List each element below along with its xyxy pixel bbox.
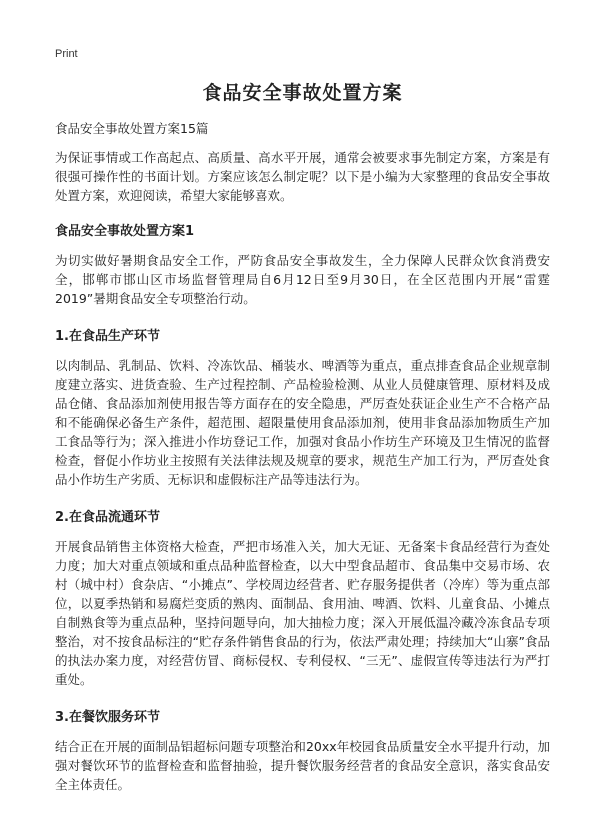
- document-content: [55, 78, 550, 794]
- item-heading-production: 1.在食品生产环节: [55, 329, 160, 344]
- section-heading: 食品安全事故处置方案1: [55, 224, 195, 239]
- page-title: 食品安全事故处置方案: [202, 82, 403, 104]
- document-subtitle: 食品安全事故处置方案15篇: [55, 121, 209, 136]
- item-heading-catering: 3.在餐饮服务环节: [55, 710, 160, 725]
- section-lead-paragraph: 为切实做好暑期食品安全工作，严防食品安全事故发生，全力保障人民群众饮食消费安全，邯郸市邯山区市场监督管理局自6月12日至9月30日，在全区范围内开展“雷霆2019”暑期食品安全专项整治行动。: [55, 253, 550, 306]
- print-link[interactable]: Print: [55, 48, 78, 60]
- item-heading-circulation: 2.在食品流通环节: [55, 510, 160, 525]
- intro-paragraph: 为保证事情或工作高起点、高质量、高水平开展，通常会被要求事先制定方案，方案是有很强可操作性的书面计划。方案应该怎么制定呢？以下是小编为大家整理的食品安全事故处置方案，欢迎阅读，希望大家能够喜欢。: [55, 150, 550, 203]
- item-body-production: 以肉制品、乳制品、饮料、冷冻饮品、桶装水、啤酒等为重点，重点排查食品企业规章制度建立落实、进货查验、生产过程控制、产品检验检测、从业人员健康管理、原材料及成品仓储、食品添加剂使用报告等方面存在的安全隐患，严厉查处获证企业生产不合格产品和不能确保必备生产条件，超范围、超限量使用食品添加剂，使用非食品添加物质生产加工食品等行为；深入推进小作坊登记工作，加强对食品小作坊生产环境及卫生情况的监督检查，督促小作坊业主按照有关法律法规及规章的要求，规范生产加工行为，严厉查处食品小作坊生产劣质、无标识和虚假标注产品等违法行为。: [55, 358, 550, 487]
- item-body-circulation: 开展食品销售主体资格大检查，严把市场准入关，加大无证、无备案卡食品经营行为查处力度；加大对重点领域和重点品种监督检查，以大中型食品超市、食品集中交易市场、农村（城中村）食杂店、“小摊点”、学校周边经营者、贮存服务提供者（冷库）等为重点部位，以夏季热销和易腐烂变质的熟肉、面制品、食用油、啤酒、饮料、儿童食品、小摊点自制熟食等为重点品种，坚持问题导向，加大抽检力度；深入开展低温冷藏冷冻食品专项整治，对不按食品标注的“贮存条件销售食品的行为，依法严肃处理；持续加大“山寨”食品的执法办案力度，对经营仿冒、商标侵权、专利侵权、“三无”、虚假宣传等违法行为严打重处。: [55, 539, 550, 687]
- item-body-catering: 结合正在开展的面制品铝超标问题专项整治和20xx年校园食品质量安全水平提升行动，加强对餐饮环节的监督检查和监督抽验，提升餐饮服务经营者的食品安全意识，落实食品安全主体责任。: [55, 739, 550, 792]
